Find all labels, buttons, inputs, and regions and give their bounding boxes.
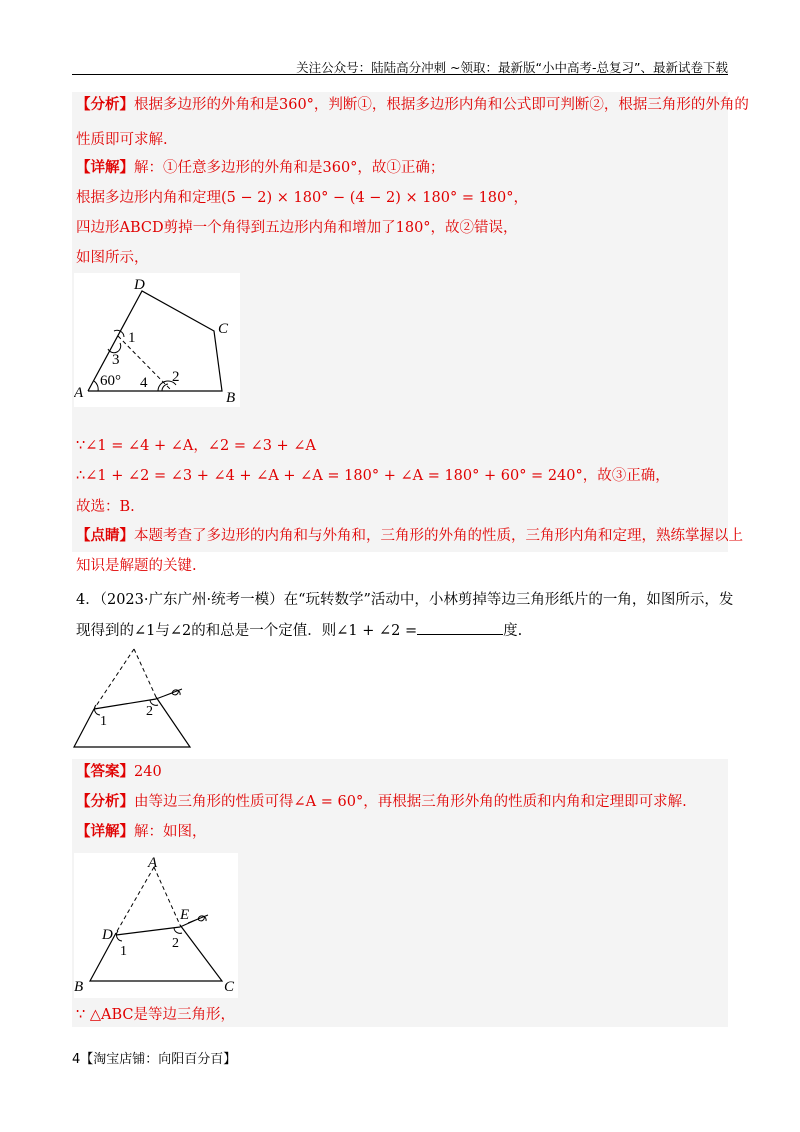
comment-text: 本题考查了多边形的内角和与外角和，三角形的外角的性质，三角形内角和定理，熟练掌握以上 (134, 528, 743, 544)
q4-labeled-triangle-figure (74, 853, 238, 998)
angle-2-arc (174, 928, 182, 933)
q4-triangle-figure (72, 645, 196, 753)
answer-tag: 【答案】 (76, 763, 134, 780)
q3-quadrilateral-figure (74, 273, 240, 407)
label-A: A (74, 385, 84, 401)
label-B: B (74, 979, 84, 995)
label-D: D (102, 927, 113, 943)
q3-comment-line (76, 526, 743, 546)
q3-comment-line-2: 知识是解题的关键. (76, 558, 197, 574)
q3-detail-line-2: 根据多边形内角和定理(5 − 2) × 180° − (4 − 2) × 180° = 180°， (76, 190, 529, 206)
label-B: B (226, 390, 236, 406)
header-rule (72, 74, 728, 75)
triangle-sides (74, 697, 190, 747)
label-angle-3: 3 (112, 352, 120, 368)
angle-1-arc (116, 931, 122, 941)
detail-tag: 【详解】 (76, 823, 134, 840)
detail-text: 解：如图， (134, 824, 207, 840)
q4-answer-line (76, 762, 162, 782)
q4-analysis-line (76, 792, 687, 812)
q4-since-line: ∵ △ABC是等边三角形， (76, 1007, 235, 1023)
label-angle-60: 60° (100, 373, 121, 389)
q3-analysis-line-2: 性质即可求解. (76, 132, 168, 148)
q4-detail-line (76, 822, 207, 842)
detail-text: 解：①任意多边形的外角和是360°，故①正确； (134, 160, 445, 176)
label-A: A (148, 855, 158, 871)
detail-tag: 【详解】 (76, 159, 134, 176)
label-angle-1: 1 (100, 714, 107, 729)
label-E: E (180, 907, 190, 923)
angle-4-arc (162, 384, 168, 391)
q3-therefore-line (76, 466, 670, 486)
dashed-AE (154, 867, 180, 925)
angle-a-arc (94, 381, 98, 391)
q3-detail-line-4: 如图所示， (76, 250, 149, 266)
analysis-text: 由等边三角形的性质可得∠A = 60°，再根据三角形外角的性质和内角和定理即可求解. (134, 794, 687, 810)
label-C: C (224, 979, 235, 995)
page-footer: 4【淘宝店铺：向阳百分百】 (72, 1052, 237, 1067)
scissors-icon (156, 689, 182, 699)
segment-DE (116, 927, 180, 935)
label-angle-1: 1 (128, 330, 136, 346)
stem-unit: 度. (503, 623, 523, 639)
dashed-right-side (134, 649, 156, 697)
comment-tag: 【点睛】 (76, 527, 134, 544)
q3-detail-line (76, 158, 444, 178)
q4-stem-line-2 (76, 620, 522, 641)
label-angle-4: 4 (140, 375, 148, 391)
q3-since-line: ∵∠1 = ∠4 + ∠A，∠2 = ∠3 + ∠A (76, 438, 316, 454)
dashed-AD (116, 867, 154, 933)
answer-value: 240 (134, 764, 162, 780)
label-C: C (218, 321, 229, 337)
analysis-tag: 【分析】 (76, 96, 134, 113)
label-angle-2: 2 (172, 369, 180, 385)
therefore-tail: 故③正确， (597, 468, 670, 484)
analysis-tag: 【分析】 (76, 793, 134, 810)
q4-stem-line-1: 4．（2023·广东广州·统考一模）在“玩转数学”活动中，小林剪掉等边三角形纸片的一角，如图所示，发 (76, 592, 734, 608)
dashed-left-side (94, 649, 134, 709)
label-angle-1: 1 (120, 944, 127, 959)
label-D: D (134, 277, 145, 293)
page-header: 关注公众号：陆陆高分冲刺 ~领取：最新版“小中高考-总复习”、最新试卷下载 (296, 60, 728, 75)
q3-choose-line: 故选：B. (76, 499, 135, 515)
label-angle-2: 2 (172, 936, 179, 951)
therefore-text: ∴∠1 + ∠2 = ∠3 + ∠4 + ∠A + ∠A = 180° + ∠A = 180° + 60° = 240°， (76, 468, 598, 484)
q3-detail-line-3: 四边形ABCD剪掉一个角得到五边形内角和增加了180°，故②错误， (76, 220, 518, 236)
stem-text: 现得到的∠1与∠2的和总是一个定值．则∠1 + ∠2 = (76, 623, 418, 639)
analysis-text: 根据多边形的外角和是360°，判断①，根据多边形内角和公式即可判断②，根据三角形的外角的 (134, 97, 749, 113)
q3-analysis-line (76, 95, 749, 115)
answer-blank (417, 620, 503, 635)
label-angle-2: 2 (146, 704, 153, 719)
